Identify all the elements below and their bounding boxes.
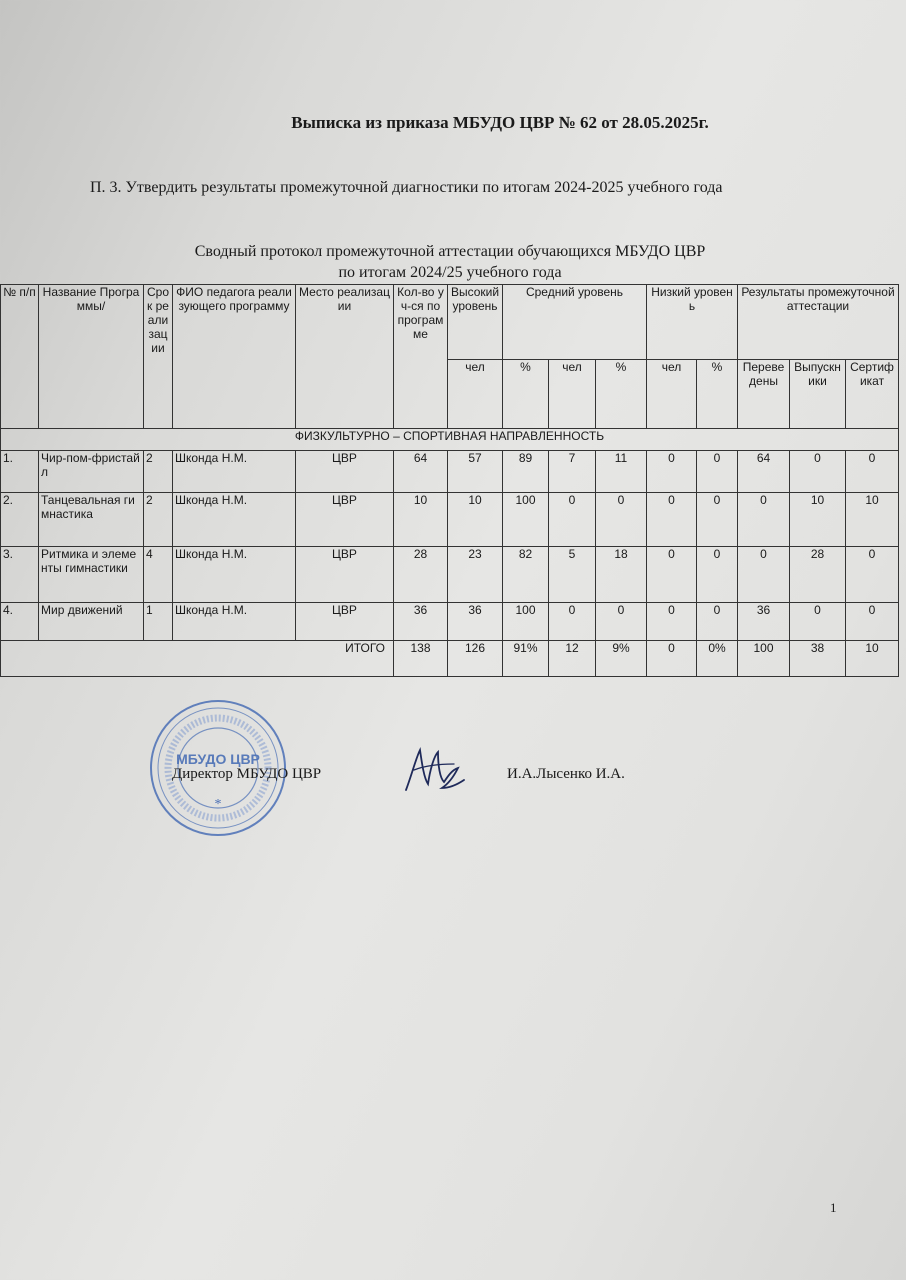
total-row (1, 641, 899, 677)
sub-low-people: чел (647, 360, 697, 429)
row-teacher: Шконда Н.М. (173, 547, 296, 603)
protocol-subtitle: по итогам 2024/25 учебного года (338, 264, 562, 281)
row-program: Чир-пом-фристайл (39, 451, 144, 493)
row-transferred: 0 (738, 493, 790, 547)
row-high-percent: 100 (503, 493, 549, 547)
document-title: Выписка из приказа МБУДО ЦВР № 62 от 28.05.2025г. (291, 113, 709, 132)
row-term: 2 (144, 493, 173, 547)
sub-low-percent: % (697, 360, 738, 429)
header-teacher: ФИО педагога реализующего программу (173, 285, 296, 429)
row-mid-percent: 0 (596, 603, 647, 641)
order-text: П. 3. Утвердить результаты промежуточной диагностики по итогам 2024-2025 учебного года (90, 179, 723, 196)
total-mid-people: 12 (549, 641, 596, 677)
row-term: 1 (144, 603, 173, 641)
header-place: Место реализации (296, 285, 394, 429)
section-title: ФИЗКУЛЬТУРНО – СПОРТИВНАЯ НАПРАВЛЕННОСТЬ (1, 429, 899, 451)
header-results: Результаты промежуточной аттестации (738, 285, 899, 360)
header-term: Срок реализации (144, 285, 173, 429)
total-graduates: 38 (790, 641, 846, 677)
row-mid-percent: 18 (596, 547, 647, 603)
row-mid-people: 5 (549, 547, 596, 603)
row-mid-percent: 0 (596, 493, 647, 547)
row-high-percent: 89 (503, 451, 549, 493)
row-certificate: 0 (846, 547, 899, 603)
row-graduates: 0 (790, 451, 846, 493)
row-certificate: 10 (846, 493, 899, 547)
sub-certificate: Сертификат (846, 360, 899, 429)
row-program: Ритмика и элементы гимнастики (39, 547, 144, 603)
row-low-percent: 0 (697, 547, 738, 603)
results-table (0, 284, 899, 677)
row-low-people: 0 (647, 547, 697, 603)
total-low-percent: 0% (697, 641, 738, 677)
sub-graduates: Выпускники (790, 360, 846, 429)
header-no: № п/п (1, 285, 39, 429)
row-place: ЦВР (296, 493, 394, 547)
row-no: 2. (1, 493, 39, 547)
total-mid-percent: 9% (596, 641, 647, 677)
row-program: Танцевальная гимнастика (39, 493, 144, 547)
sub-mid-percent: % (596, 360, 647, 429)
row-low-percent: 0 (697, 493, 738, 547)
row-mid-people: 0 (549, 603, 596, 641)
row-transferred: 0 (738, 547, 790, 603)
row-transferred: 36 (738, 603, 790, 641)
row-certificate: 0 (846, 603, 899, 641)
page-number: 1 (830, 1200, 837, 1215)
row-count: 28 (394, 547, 448, 603)
row-place: ЦВР (296, 547, 394, 603)
row-high-people: 36 (448, 603, 503, 641)
sub-transferred: Переведены (738, 360, 790, 429)
row-count: 36 (394, 603, 448, 641)
stamp-text: МБУДО ЦВР (176, 751, 260, 767)
signer-name: И.А.Лысенко И.А. (507, 766, 625, 782)
header-count: Кол-во уч-ся по программе (394, 285, 448, 429)
table-row (1, 603, 899, 641)
row-teacher: Шконда Н.М. (173, 493, 296, 547)
sub-high-people: чел (448, 360, 503, 429)
table-row (1, 493, 899, 547)
signature-image (398, 740, 468, 800)
row-low-percent: 0 (697, 603, 738, 641)
row-count: 10 (394, 493, 448, 547)
row-no: 3. (1, 547, 39, 603)
sub-mid-people: чел (549, 360, 596, 429)
row-high-percent: 82 (503, 547, 549, 603)
header-row (1, 285, 899, 360)
protocol-title: Сводный протокол промежуточной аттестации обучающихся МБУДО ЦВР (194, 243, 706, 260)
row-low-percent: 0 (697, 451, 738, 493)
total-high-people: 126 (448, 641, 503, 677)
total-count: 138 (394, 641, 448, 677)
row-certificate: 0 (846, 451, 899, 493)
row-high-people: 10 (448, 493, 503, 547)
row-transferred: 64 (738, 451, 790, 493)
row-low-people: 0 (647, 493, 697, 547)
header-program: Название Программы/ (39, 285, 144, 429)
row-low-people: 0 (647, 603, 697, 641)
header-high: Высокий уровень (448, 285, 503, 360)
row-graduates: 28 (790, 547, 846, 603)
row-mid-people: 0 (549, 493, 596, 547)
table-row (1, 547, 899, 603)
row-count: 64 (394, 451, 448, 493)
row-place: ЦВР (296, 451, 394, 493)
total-label: ИТОГО (1, 641, 394, 677)
row-high-percent: 100 (503, 603, 549, 641)
row-mid-percent: 11 (596, 451, 647, 493)
director-label: Директор МБУДО ЦВР (172, 766, 322, 782)
header-low: Низкий уровень (647, 285, 738, 360)
row-term: 4 (144, 547, 173, 603)
row-term: 2 (144, 451, 173, 493)
row-program: Мир движений (39, 603, 144, 641)
row-high-people: 57 (448, 451, 503, 493)
total-transferred: 100 (738, 641, 790, 677)
row-graduates: 10 (790, 493, 846, 547)
row-mid-people: 7 (549, 451, 596, 493)
table-row (1, 451, 899, 493)
total-high-percent: 91% (503, 641, 549, 677)
row-teacher: Шконда Н.М. (173, 603, 296, 641)
section-row (1, 429, 899, 451)
row-no: 1. (1, 451, 39, 493)
row-teacher: Шконда Н.М. (173, 451, 296, 493)
row-no: 4. (1, 603, 39, 641)
row-high-people: 23 (448, 547, 503, 603)
header-mid: Средний уровень (503, 285, 647, 360)
row-low-people: 0 (647, 451, 697, 493)
row-place: ЦВР (296, 603, 394, 641)
row-graduates: 0 (790, 603, 846, 641)
sub-high-percent: % (503, 360, 549, 429)
star-icon: * (214, 797, 222, 812)
total-certificate: 10 (846, 641, 899, 677)
total-low-people: 0 (647, 641, 697, 677)
